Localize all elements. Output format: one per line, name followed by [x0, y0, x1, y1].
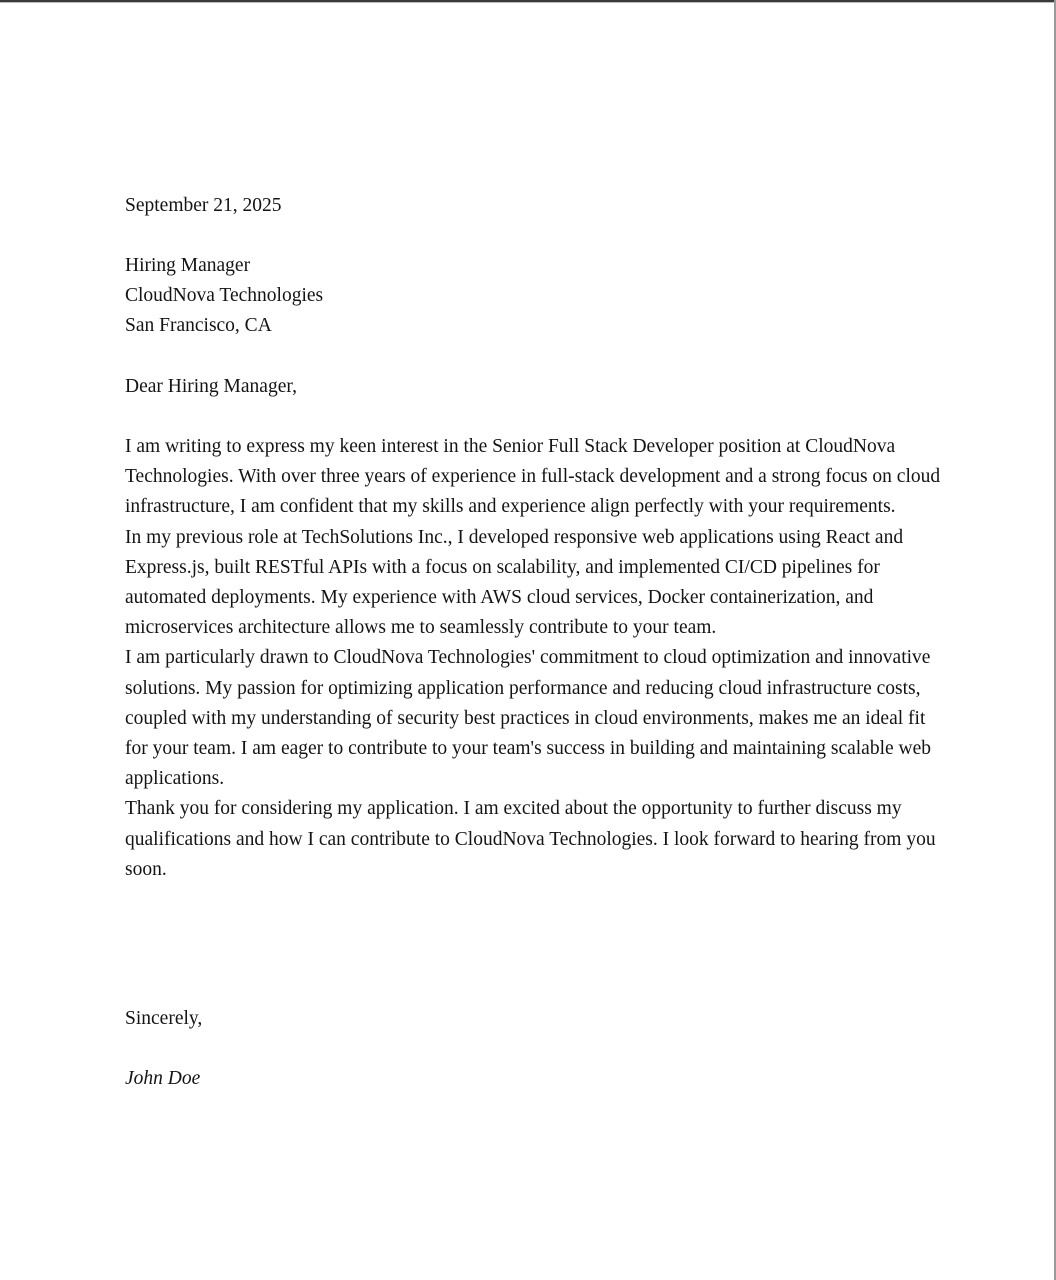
recipient-location: San Francisco, CA	[125, 315, 272, 336]
body-paragraph-closing: Thank you for considering my application. I am excited about the opportunity to further discuss my qualifications and how I can contribute to CloudNova Technologies. I look forward to hearing from you soon.	[125, 798, 936, 880]
letter-date: September 21, 2025	[125, 195, 282, 216]
salutation: Dear Hiring Manager,	[125, 376, 297, 397]
body-paragraph-intro: I am writing to express my keen interest in the Senior Full Stack Developer position at CloudNova Technologies. With over three years of experience in full-stack development and a strong focus on cloud infrastructure, I am confident that my skills and experience align perfectly with your requirements.	[125, 436, 941, 518]
recipient-name: Hiring Manager	[125, 255, 251, 276]
recipient-company: CloudNova Technologies	[125, 285, 324, 306]
closing: Sincerely,	[125, 1008, 203, 1029]
body-paragraph-experience: In my previous role at TechSolutions Inc., I developed responsive web applications using React and Express.js, built RESTful APIs with a focus on scalability, and implemented CI/CD pipelines for automated deployments. My experience with AWS cloud services, Docker containerization, and microservices architecture allows me to seamlessly contribute to your team.	[125, 526, 904, 639]
signature: John Doe	[125, 1068, 201, 1089]
top-border-shadow	[0, 2, 1056, 3]
body-paragraph-motivation: I am particularly drawn to CloudNova Technologies' commitment to cloud optimization and innovative solutions. My passion for optimizing application performance and reducing cloud infrastructure costs, coupled with my understanding of security best practices in cloud environments, makes me an ideal fit for your team. I am eager to contribute to your team's success in building and maintaining scalable web applications.	[125, 647, 932, 790]
letter-body	[125, 432, 945, 885]
